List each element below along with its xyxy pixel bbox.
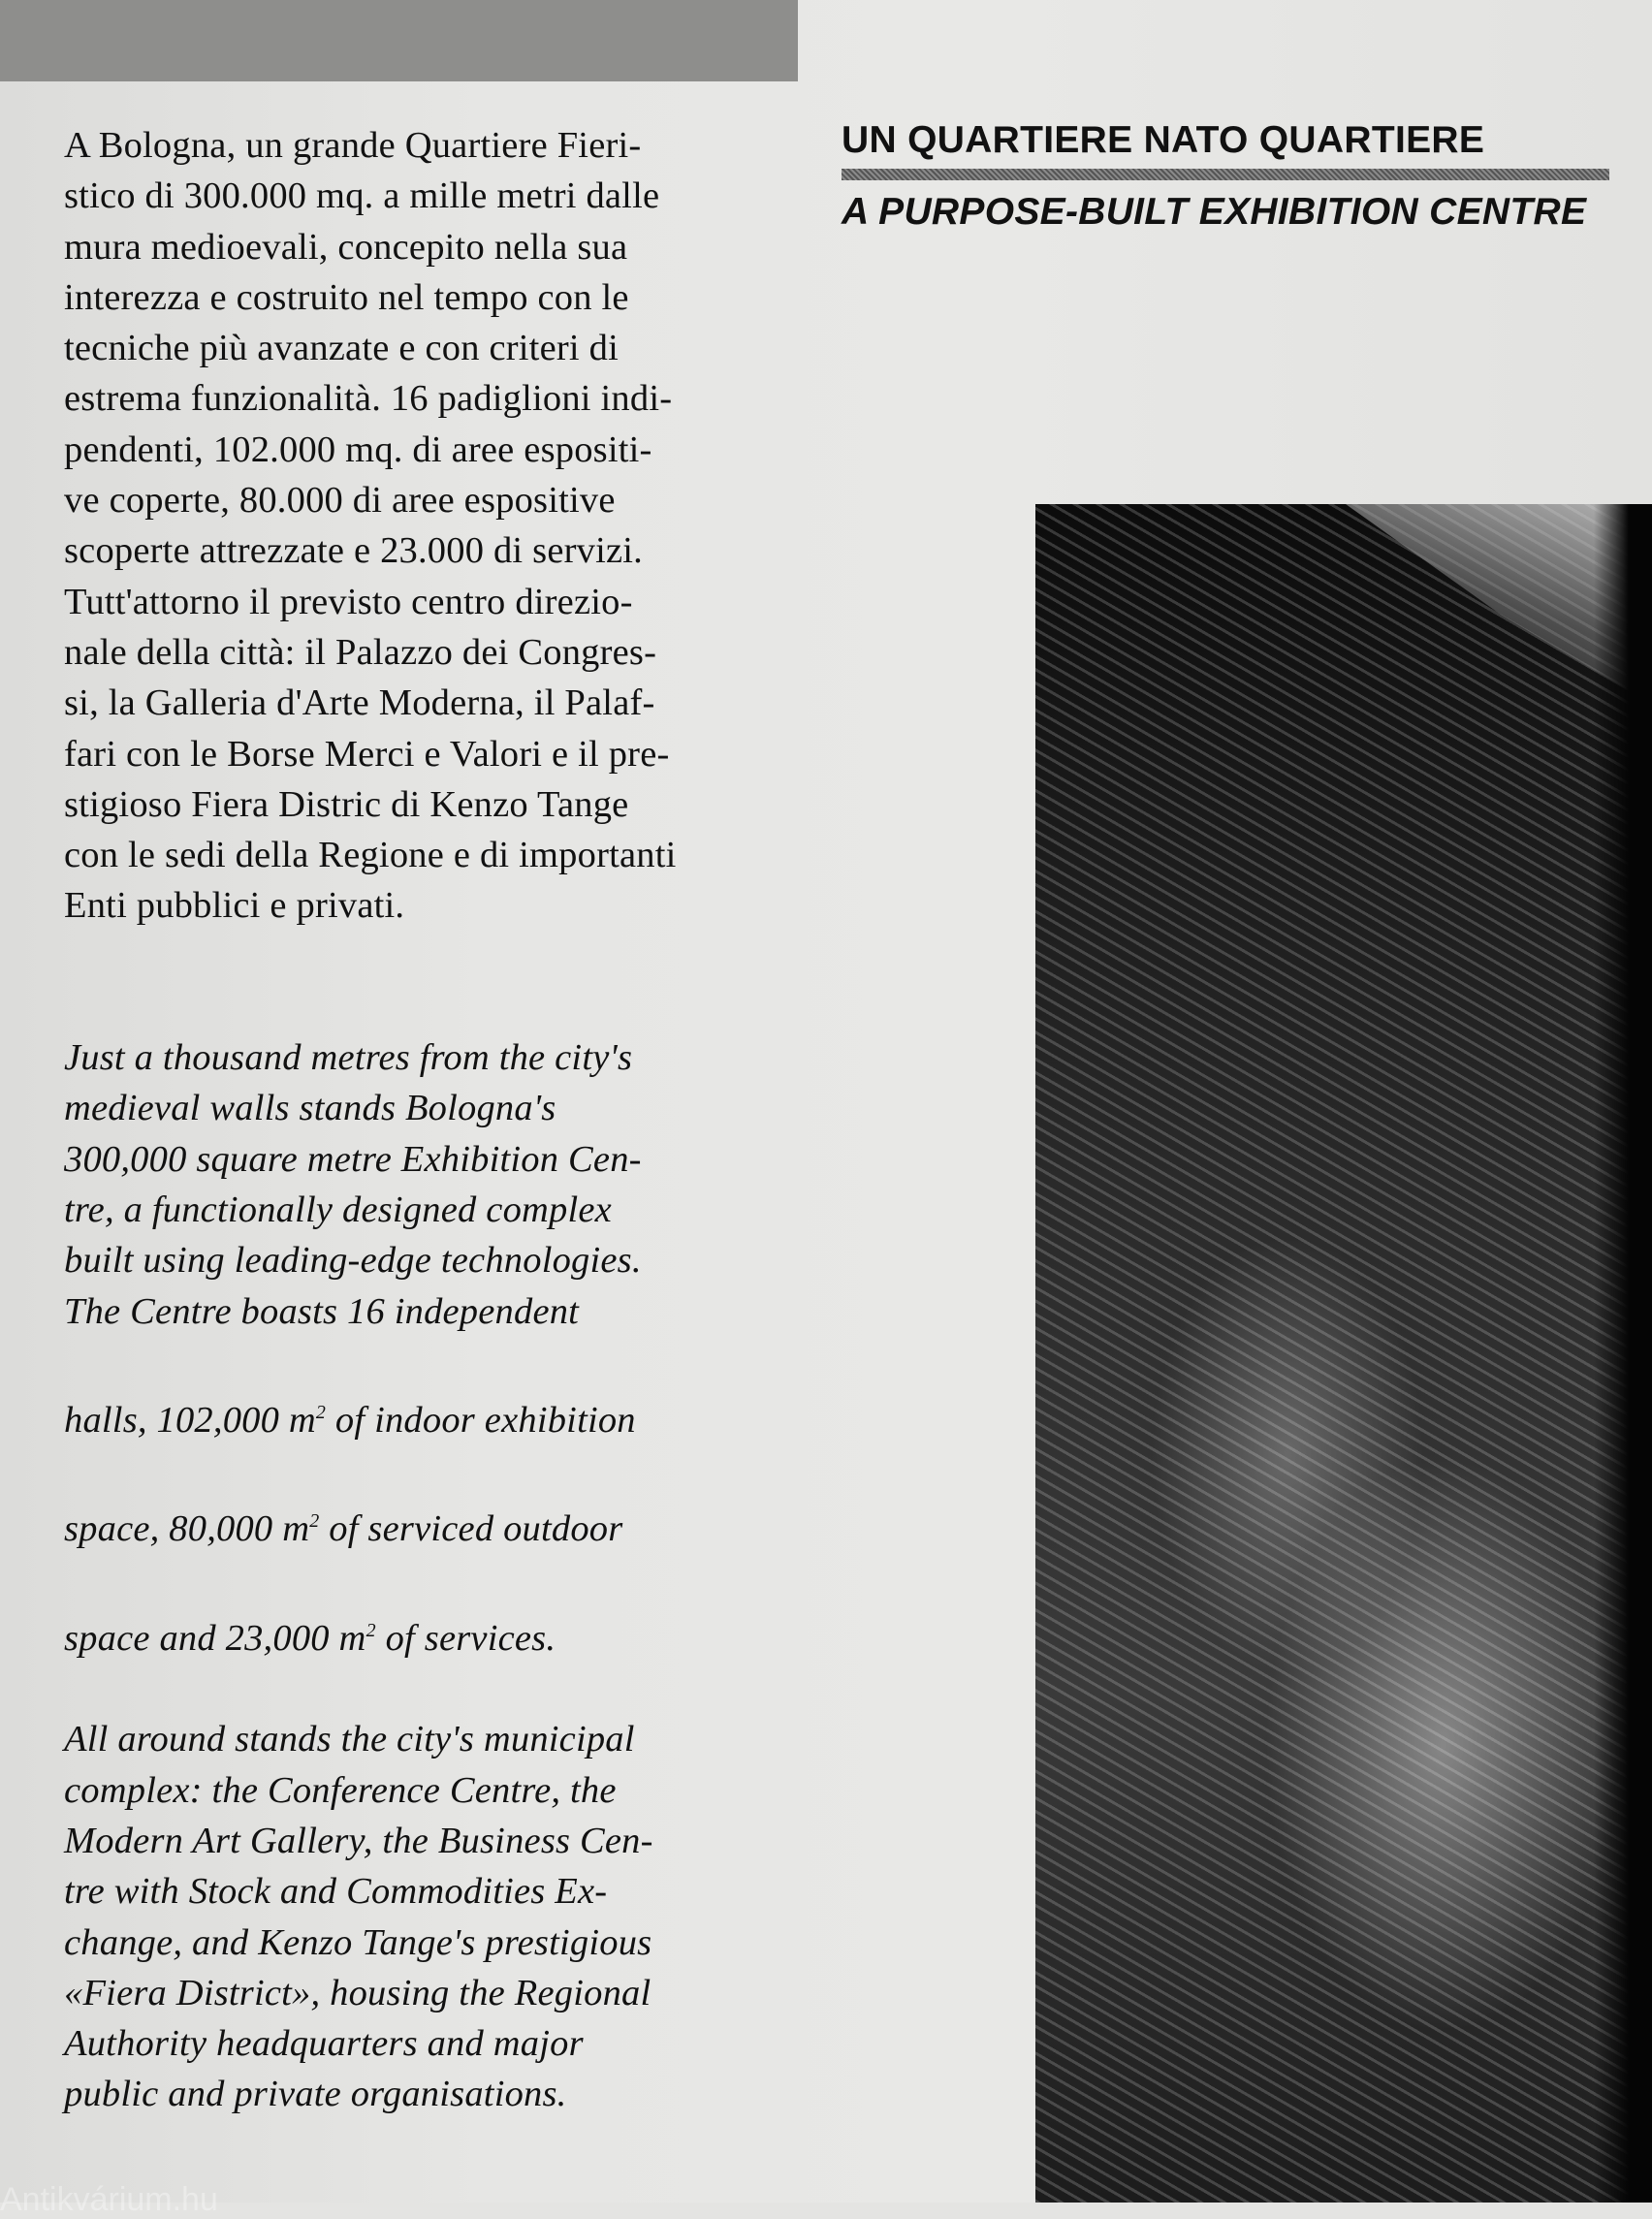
heading-italian: UN QUARTIERE NATO QUARTIERE [842,119,1485,161]
italian-paragraph: A Bologna, un grande Quartiere Fieri- stico di 300.000 mq. a mille metri dalle mura medioevali, concepito nella sua interezza e costruito nel tempo con le tecniche più avanzate e con criteri di estrema funzionalità. 16 padiglioni indi- pendenti, 102.000 mq. di aree espositi- ve coperte, 80.000 di aree espositive scoperte attrezzate e 23.000 di servizi. Tutt'attorno il previsto centro direzio- nale della città: il Palazzo dei Congres- si, la Galleria d'Arte Moderna, il Palaf- fari con le Borse Merci e Valori e il pre- stigioso Fiera Distric di Kenzo Tange con le sedi della Regione e di importanti Enti pubblici e privati. [64,125,677,927]
english-lines-end: All around stands the city's municipal complex: the Conference Centre, the Modern Art Gallery, the Business Cen- tre with Stock and Commodities Ex- change, and Kenzo Tange's prestigious «Fiera District», housing the Regional Authority headquarters and major public and private organisations. [64,1719,653,2115]
section-heading [842,118,1617,235]
top-grey-band [0,0,798,81]
heading-rule [842,169,1609,180]
english-line-halls: halls, 102,000 $m^2$ of indoor exhibition [64,1399,636,1441]
english-paragraph [64,982,801,2120]
english-line-outdoor: space, 80,000 $m^2$ of serviced outdoor [64,1508,623,1550]
english-lines-start: Just a thousand metres from the city's medieval walls stands Bologna's 300,000 square metre Exhibition Cen- tre, a functionally designed complex built using leading-edge technologies. The Centre boasts 16 independent [64,1037,642,1332]
photo-weave-texture [1035,504,1652,2203]
body-text-column [64,120,801,2120]
textile-photo [1035,504,1652,2203]
watermark: Antikvárium.hu [0,2181,218,2218]
photo-dark-edge [1594,504,1652,2203]
english-line-services: space and 23,000 $m^2$ of services. [64,1617,556,1659]
heading-english: A PURPOSE-BUILT EXHIBITION CENTRE [842,191,1587,233]
